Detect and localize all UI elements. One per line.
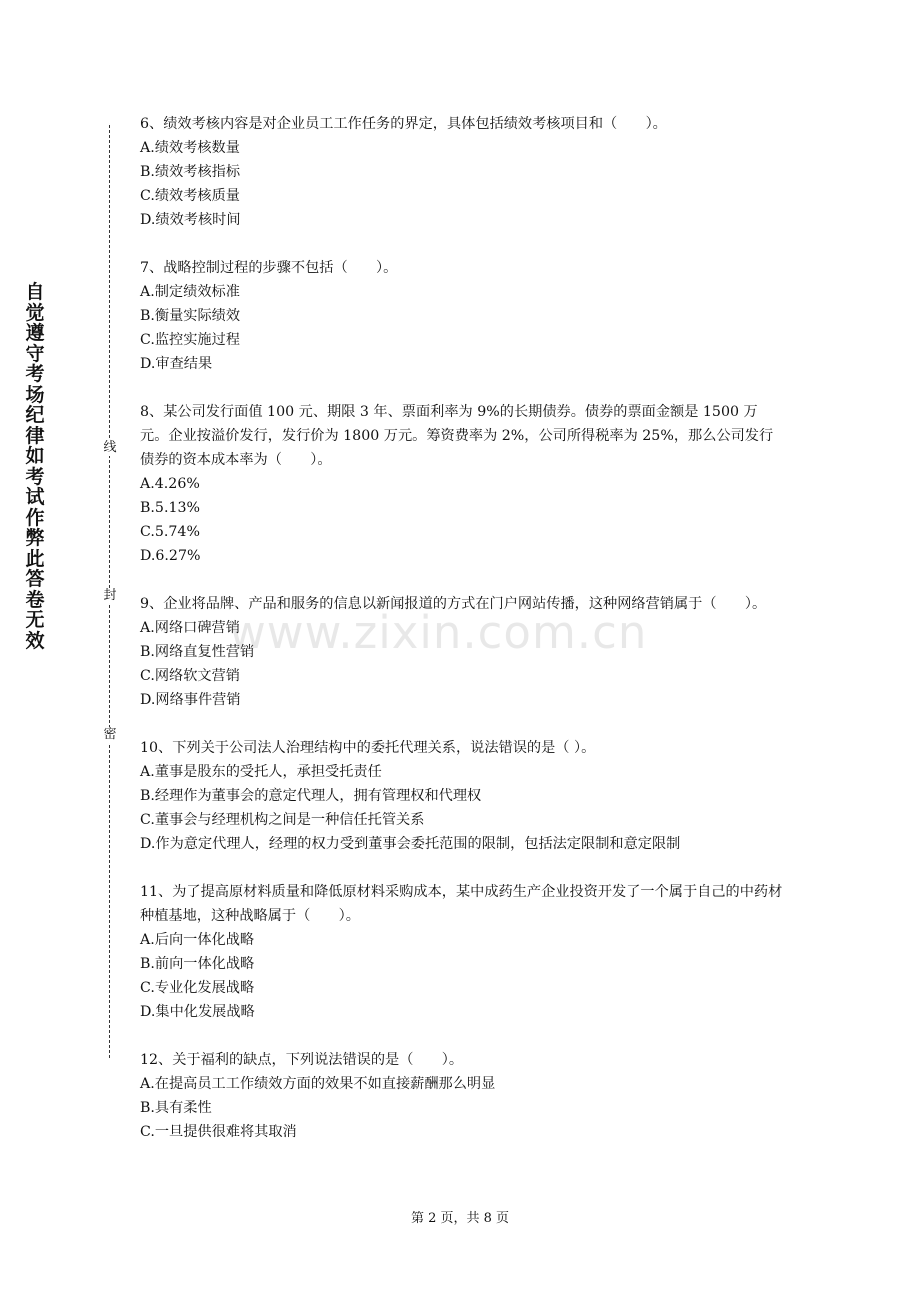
option-a: A.绩效考核数量 [140, 140, 240, 156]
option-d: D.绩效考核时间 [140, 212, 241, 228]
question-text: 12、关于福利的缺点，下列说法错误的是（ ）。 [140, 1052, 464, 1068]
site-watermark: www.zixin.com.cn [229, 606, 648, 659]
option-a: A.制定绩效标准 [140, 284, 240, 300]
question-8 [140, 400, 785, 568]
question-text: 9、企业将品牌、产品和服务的信息以新闻报道的方式在门户网站传播，这种网络营销属于（ ）。 [140, 596, 767, 612]
question-text: 6、绩效考核内容是对企业员工工作任务的界定，具体包括绩效考核项目和（ ）。 [140, 116, 667, 132]
option-c: C.一旦提供很难将其取消 [140, 1124, 297, 1140]
option-d: D.作为意定代理人，经理的权力受到董事会委托范围的限制，包括法定限制和意定限制 [140, 836, 681, 852]
option-b: B.网络直复性营销 [140, 644, 255, 660]
option-d: D.审查结果 [140, 356, 213, 372]
option-d: D.6.27% [140, 548, 201, 564]
option-c: C.网络软文营销 [140, 668, 240, 684]
option-b: B.前向一体化战略 [140, 956, 255, 972]
question-text: 8、某公司发行面值 100 元、期限 3 年、票面利率为 9%的长期债券。债券的票面金额是 1500 万元。企业按溢价发行，发行价为 1800 万元。筹资费率为 2%，公司所得税率为 25%，那么公司发行债券的资本成本率为（ ）。 [140, 404, 774, 468]
question-6 [140, 112, 785, 232]
question-text: 7、战略控制过程的步骤不包括（ ）。 [140, 260, 398, 276]
option-c: C.监控实施过程 [140, 332, 240, 348]
option-c: C.董事会与经理机构之间是一种信任托管关系 [140, 812, 425, 828]
option-a: A.董事是股东的受托人，承担受托责任 [140, 764, 382, 780]
exam-discipline-notice: 自觉遵守考场纪律如考试作弊此答卷无效 [25, 281, 45, 652]
option-d: D.集中化发展战略 [140, 1004, 255, 1020]
option-b: B.5.13% [140, 500, 201, 516]
option-b: B.衡量实际绩效 [140, 308, 241, 324]
option-b: B.绩效考核指标 [140, 164, 241, 180]
question-9 [140, 592, 785, 712]
option-a: A.网络口碑营销 [140, 620, 240, 636]
option-b: B.经理作为董事会的意定代理人，拥有管理权和代理权 [140, 788, 482, 804]
question-10 [140, 736, 785, 856]
option-c: C.5.74% [140, 524, 200, 540]
binding-mark-secret: 密 [103, 727, 117, 742]
question-12 [140, 1048, 785, 1144]
page-footer: 第 2 页，共 8 页 [410, 1211, 510, 1226]
question-11 [140, 880, 785, 1024]
option-b: B.具有柔性 [140, 1100, 212, 1116]
question-text: 11、为了提高原材料质量和降低原材料采购成本，某中成药生产企业投资开发了一个属于自己的中药材种植基地，这种战略属于（ ）。 [140, 884, 783, 924]
question-text: 10、下列关于公司法人治理结构中的委托代理关系，说法错误的是（ ）。 [140, 740, 596, 756]
question-7 [140, 256, 785, 376]
option-a: A.后向一体化战略 [140, 932, 255, 948]
option-c: C.专业化发展战略 [140, 980, 255, 996]
option-a: A.4.26% [140, 476, 200, 492]
option-d: D.网络事件营销 [140, 692, 241, 708]
binding-mark-seal: 封 [103, 588, 117, 603]
question-list [140, 112, 785, 1168]
binding-mark-line: 线 [103, 440, 117, 455]
option-a: A.在提高员工工作绩效方面的效果不如直接薪酬那么明显 [140, 1076, 496, 1092]
option-c: C.绩效考核质量 [140, 188, 240, 204]
